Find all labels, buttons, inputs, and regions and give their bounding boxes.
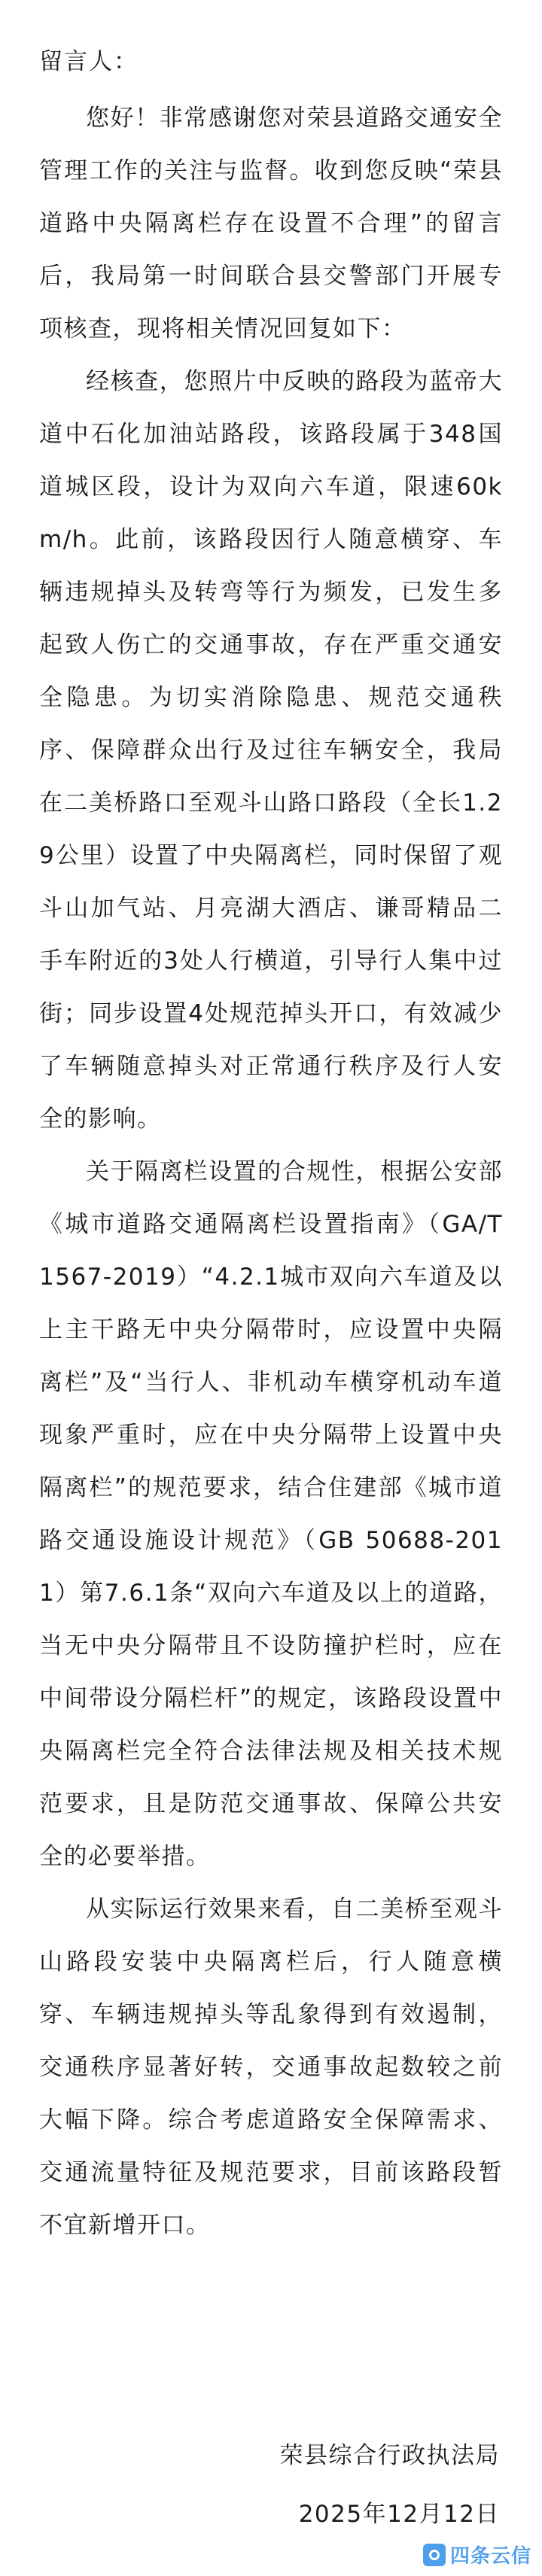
paragraph-1: 您好！非常感谢您对荣县道路交通安全管理工作的关注与监督。收到您反映“荣县道路中央隔离栏存在设置不合理”的留言后，我局第一时间联合县交警部门开展专项核查，现将相关情况回复如下： (39, 105, 503, 342)
signature-organization: 荣县综合行政执法局 (279, 2442, 500, 2469)
watermark (423, 2541, 531, 2568)
app-logo-icon (423, 2544, 446, 2566)
paragraph-4: 从实际运行效果来看，自二美桥至观斗山路段安装中央隔离栏后，行人随意横穿、车辆违规掉头等乱象得到有效遏制，交通秩序显著好转，交通事故起数较之前大幅下降。综合考虑道路安全保障需求、交通流量特征及规范要求，目前该路段暂不宜新增开口。 (39, 1896, 503, 2239)
signature-date: 2025年12月12日 (298, 2501, 500, 2528)
paragraph-3: 关于隔离栏设置的合规性，根据公安部《城市道路交通隔离栏设置指南》（GA/T 1567-2019）“4.2.1城市双向六车道及以上主干路无中央分隔带时，应设置中央隔离栏”及“当行人、非机动车横穿机动车道现象严重时，应在中央分隔带上设置中央隔离栏”的规范要求，结合住建部《城市道路交通设施设计规范》（GB 50688-2011）第7.6.1条“双向六车道及以上的道路，当无中央分隔带且不设防撞护栏时，应在中间带设分隔栏杆”的规定，该路段设置中央隔离栏完全符合法律法规及相关技术规范要求，且是防范交通事故、保障公共安全的必要举措。 (39, 1158, 503, 1870)
salutation: 留言人： (39, 48, 139, 75)
paragraph-2: 经核查，您照片中反映的路段为蓝帝大道中石化加油站路段，该路段属于348国道城区段，设计为双向六车道，限速60km/h。此前，该路段因行人随意横穿、车辆违规掉头及转弯等行为频发，已发生多起致人伤亡的交通事故，存在严重交通安全隐患。为切实消除隐患、规范交通秩序、保障群众出行及过往车辆安全，我局在二美桥路口至观斗山路口路段（全长1.29公里）设置了中央隔离栏，同时保留了观斗山加气站、月亮湖大酒店、谦哥精品二手车附近的3处人行横道，引导行人集中过街；同步设置4处规范掉头开口，有效减少了车辆随意掉头对正常通行秩序及行人安全的影响。 (39, 368, 503, 1133)
watermark-text: 四条云信 (449, 2545, 531, 2568)
